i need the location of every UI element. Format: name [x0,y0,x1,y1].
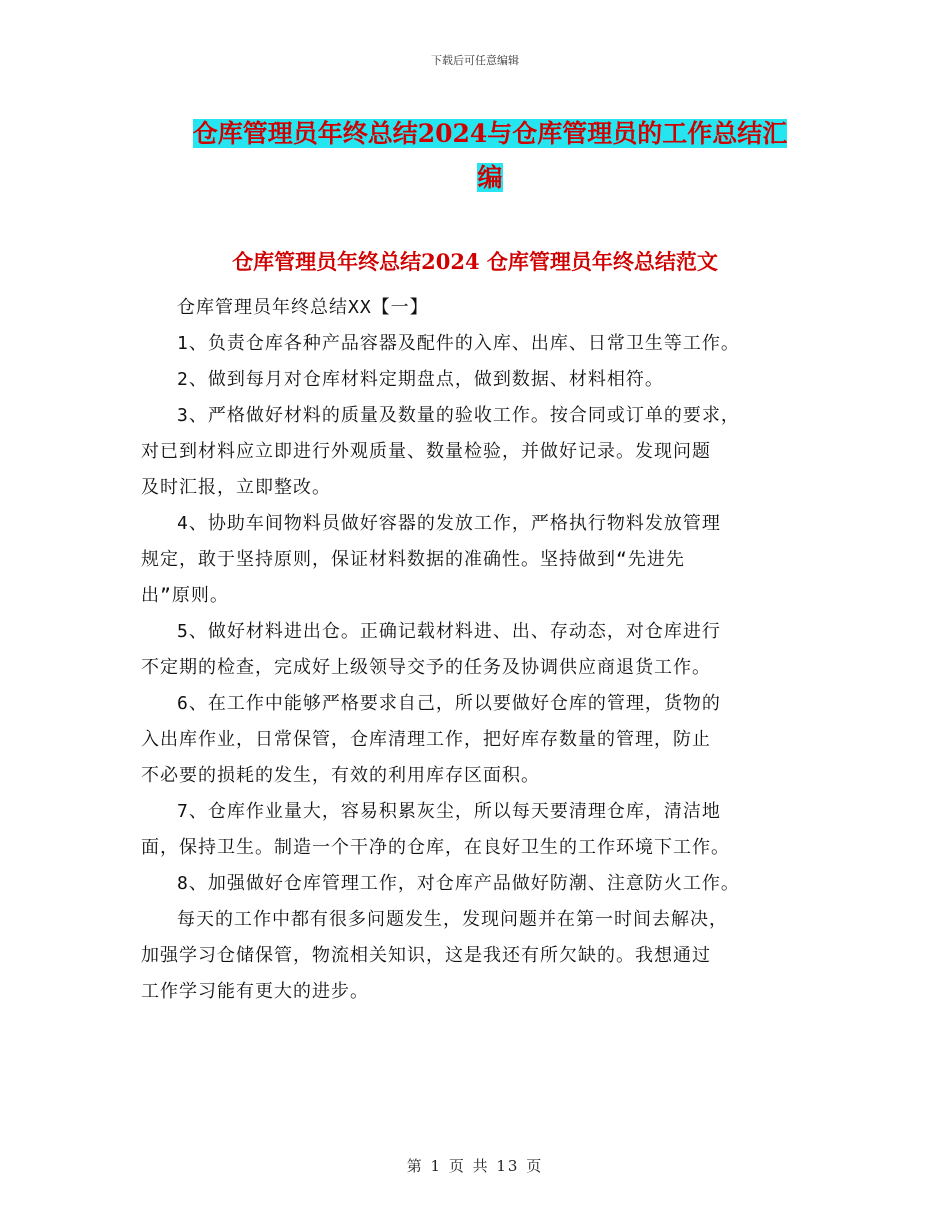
paragraph [141,902,831,1010]
page-header-note: 下载后可任意编辑 [431,54,519,67]
paragraph [141,686,831,794]
text-line: 每天的工作中都有很多问题发生，发现问题并在第一时间去解决， [177,909,728,930]
text-line: 及时汇报，立即整改。 [141,477,331,498]
paragraph [141,794,831,866]
paragraph [141,506,831,614]
paragraph [141,326,831,362]
text-line: 出”原则。 [141,585,229,606]
document-title [160,112,820,200]
text-line: 不必要的损耗的发生，有效的利用库存区面积。 [141,765,540,786]
section-title: 仓库管理员年终总结2024 仓库管理员年终总结范文 [232,249,718,274]
document-body [141,290,831,1010]
text-line: 8、加强做好仓库管理工作，对仓库产品做好防潮、注意防火工作。 [177,873,740,894]
text-line: 3、严格做好材料的质量及数量的验收工作。按合同或订单的要求， [177,405,740,426]
paragraph [141,398,831,506]
text-line: 4、协助车间物料员做好容器的发放工作，严格执行物料发放管理 [177,513,721,534]
text-line: 1、负责仓库各种产品容器及配件的入库、出库、日常卫生等工作。 [177,333,740,354]
text-line: 2、做到每月对仓库材料定期盘点，做到数据、材料相符。 [177,369,664,390]
text-line: 7、仓库作业量大，容易积累灰尘，所以每天要清理仓库，清洁地 [177,801,721,822]
text-line: 6、在工作中能够严格要求自己，所以要做好仓库的管理，货物的 [177,693,721,714]
paragraph [141,614,831,686]
paragraph-list [141,326,831,1010]
subheading [141,290,831,326]
text-line: 工作学习能有更大的进步。 [141,981,369,1002]
page-number: 第 1 页 共 13 页 [406,1157,544,1175]
text-line: 5、做好材料进出仓。正确记载材料进、出、存动态，对仓库进行 [177,621,721,642]
text-line: 规定，敢于坚持原则，保证材料数据的准确性。坚持做到“先进先 [141,549,685,570]
text-line: 不定期的检查，完成好上级领导交予的任务及协调供应商退货工作。 [141,657,711,678]
paragraph [141,866,831,902]
text-line: 入出库作业，日常保管，仓库清理工作，把好库存数量的管理，防止 [141,729,711,750]
text-line: 加强学习仓储保管，物流相关知识，这是我还有所欠缺的。我想通过 [141,945,711,966]
paragraph [141,362,831,398]
text-line: 面，保持卫生。制造一个干净的仓库，在良好卫生的工作环境下工作。 [141,837,730,858]
text-line: 仓库管理员年终总结XX【一】 [177,297,429,318]
text-line: 对已到材料应立即进行外观质量、数量检验，并做好记录。发现问题 [141,441,711,462]
document-title-line-1: 仓库管理员年终总结2024与仓库管理员的工作总结汇 [192,119,788,148]
document-title-line-2: 编 [477,163,503,192]
